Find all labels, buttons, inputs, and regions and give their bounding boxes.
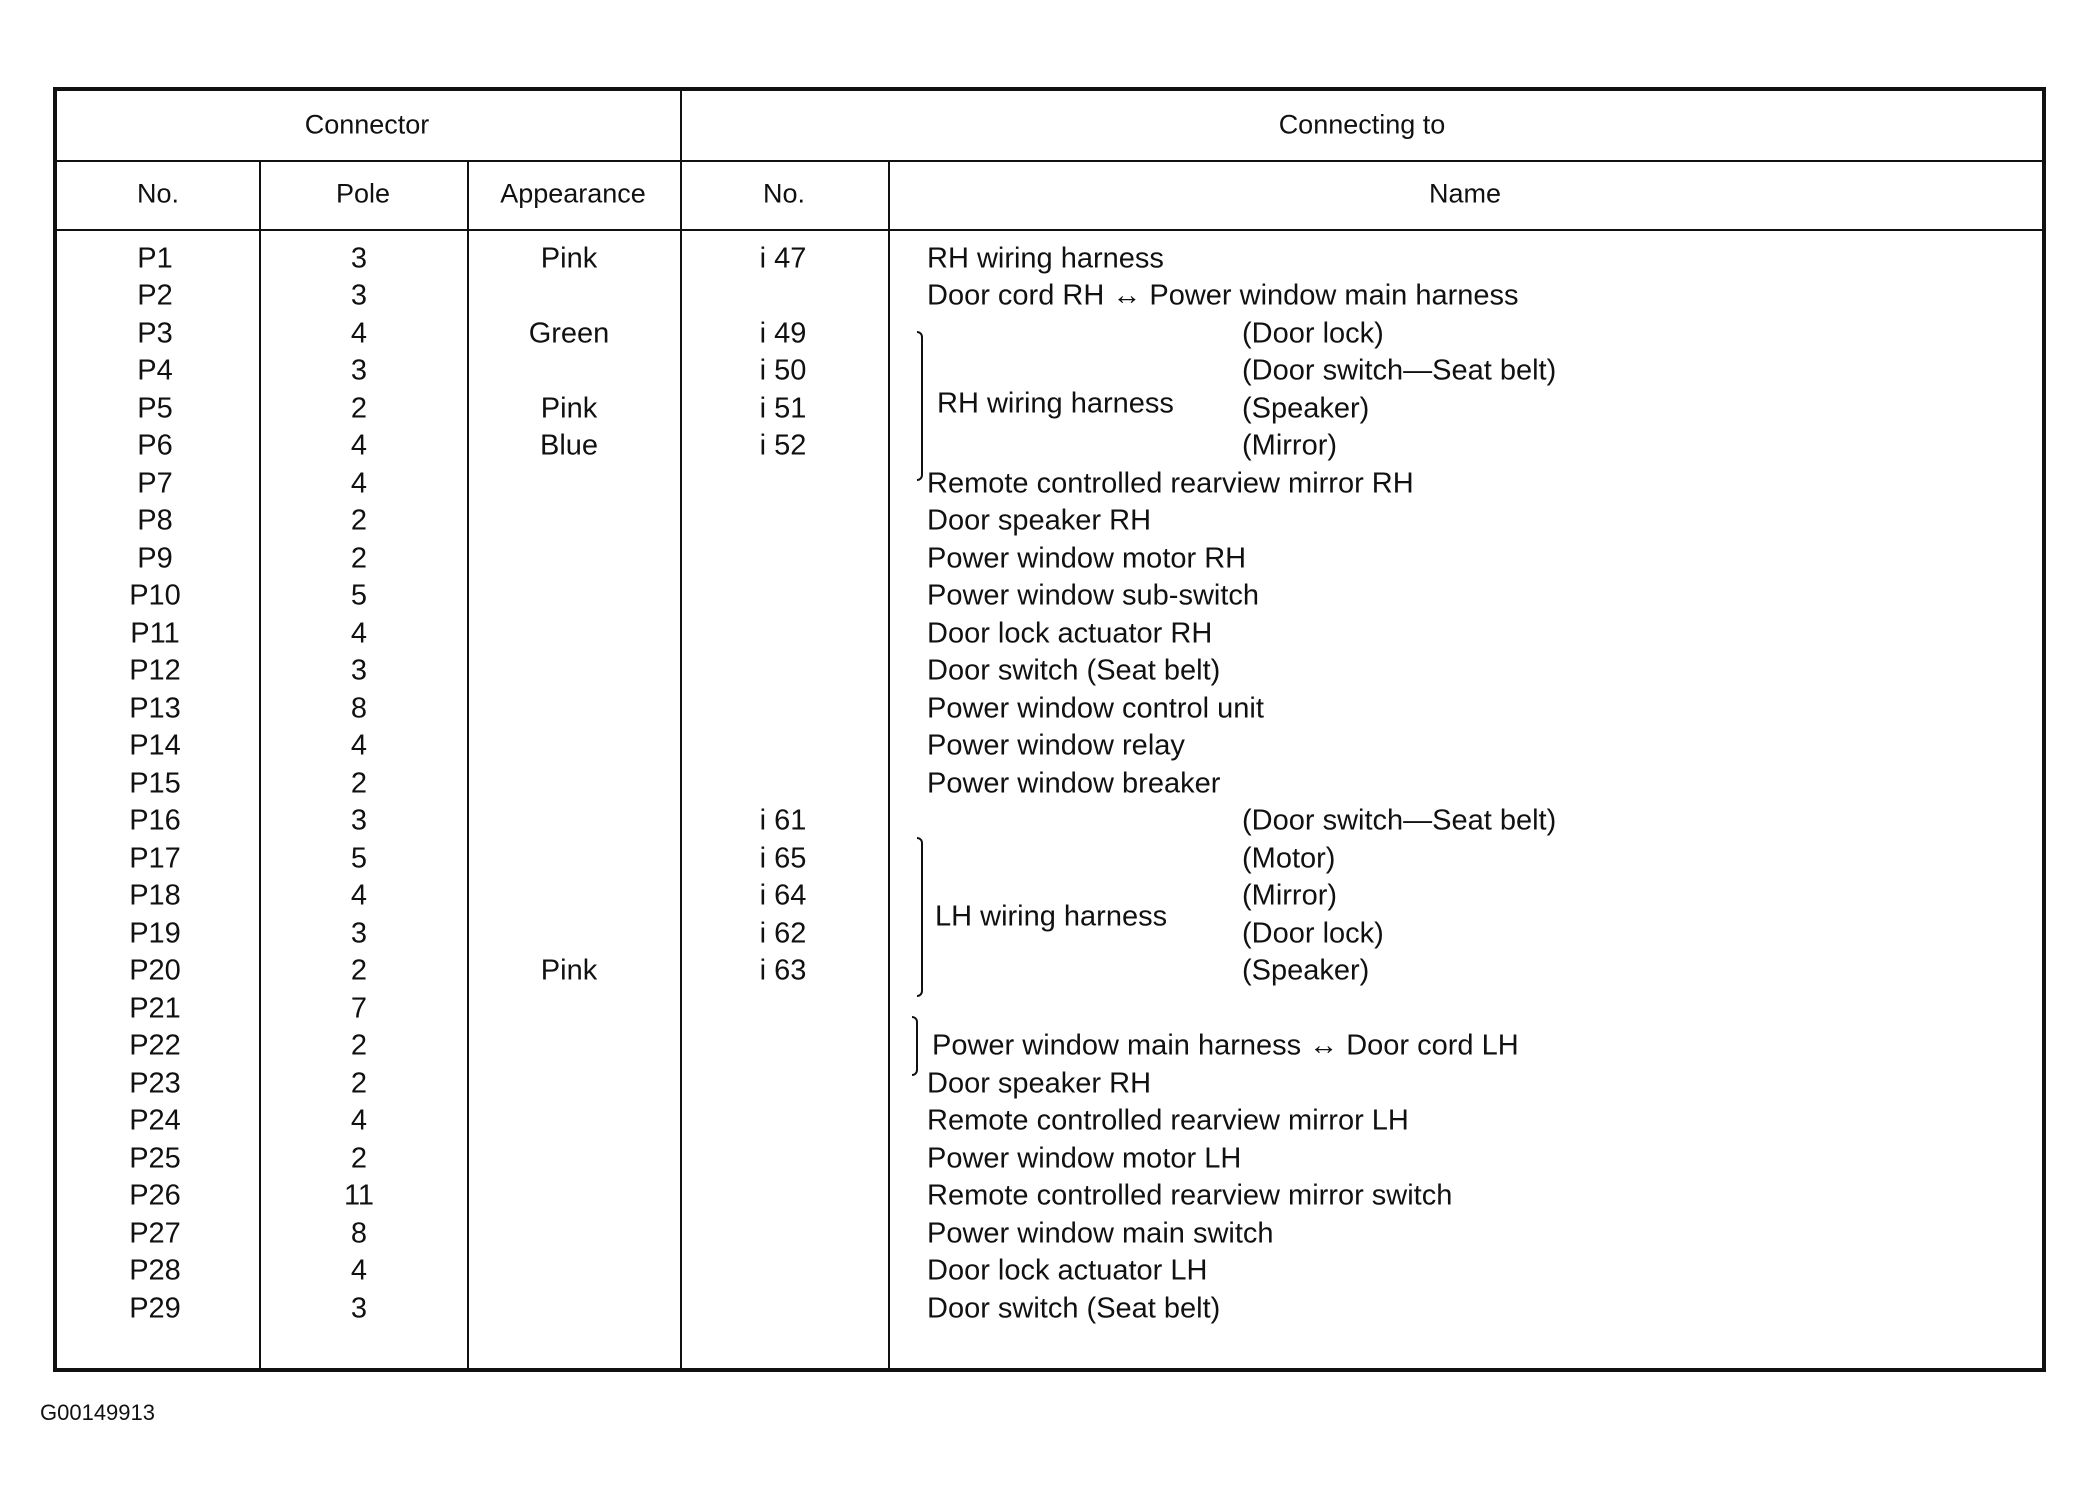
row-connecting-name: Door speaker RH (927, 504, 1152, 537)
row-pole: 4 (350, 617, 368, 650)
row-appearance: Pink (540, 242, 598, 275)
row-connector-no: P27 (129, 1217, 181, 1250)
header-appearance: Appearance (500, 178, 646, 209)
header-conn-no: No. (762, 178, 806, 209)
row-pole: 2 (350, 767, 368, 800)
rh-harness-group-label: RH wiring harness (937, 387, 1174, 420)
row-appearance: Pink (540, 954, 598, 987)
column-line (259, 161, 261, 1372)
row-pole: 3 (350, 917, 368, 950)
row-connector-no: P26 (129, 1179, 181, 1212)
row-pole: 4 (350, 1254, 368, 1287)
rh-group-brace (917, 331, 923, 481)
row-connecting-no: i 62 (759, 917, 807, 950)
row-connecting-name: Door switch (Seat belt) (927, 1292, 1221, 1325)
row-connecting-name: Remote controlled rearview mirror LH (927, 1104, 1409, 1137)
row-connector-no: P24 (129, 1104, 181, 1137)
row-connector-no: P6 (137, 429, 173, 462)
row-connecting-no: i 61 (759, 804, 807, 837)
row-connecting-name: Power window control unit (927, 692, 1264, 725)
row-connector-no: P9 (137, 542, 173, 575)
lh-group-brace (917, 837, 923, 997)
row-connecting-name: (Mirror) (1242, 429, 1338, 462)
header-name: Name (1428, 178, 1502, 209)
row-pole: 4 (350, 879, 368, 912)
row-pole: 4 (350, 1104, 368, 1137)
row-connecting-name: Remote controlled rearview mirror RH (927, 467, 1414, 500)
row-connector-no: P10 (129, 579, 181, 612)
row-pole: 4 (350, 429, 368, 462)
row-connector-no: P12 (129, 654, 181, 687)
row-connector-no: P20 (129, 954, 181, 987)
row-connecting-name: Power window relay (927, 729, 1185, 762)
column-line (467, 161, 469, 1372)
row-pole: 11 (343, 1179, 375, 1212)
connector-table (53, 87, 2046, 1372)
row-connector-no: P13 (129, 692, 181, 725)
row-connecting-name: Remote controlled rearview mirror switch (927, 1179, 1453, 1212)
main-cord-lh-label: Power window main harness ↔ Door cord LH (932, 1029, 1519, 1062)
row-connecting-name: (Mirror) (1242, 879, 1338, 912)
main-cord-group-brace (912, 1016, 918, 1076)
row-connecting-name: Power window sub-switch (927, 579, 1260, 612)
row-connecting-name: (Door switch—Seat belt) (1242, 354, 1557, 387)
row-connecting-name: Door switch (Seat belt) (927, 654, 1221, 687)
row-appearance: Green (528, 317, 610, 350)
row-connecting-name: Door speaker RH (927, 1067, 1152, 1100)
row-connecting-name: Door lock actuator RH (927, 617, 1213, 650)
row-connecting-no: i 52 (759, 429, 807, 462)
header-connecting-to: Connecting to (1278, 109, 1446, 140)
header-divider (57, 160, 2042, 162)
row-connecting-name: Power window motor LH (927, 1142, 1242, 1175)
row-connecting-no: i 64 (759, 879, 807, 912)
row-pole: 4 (350, 317, 368, 350)
subheader-divider (57, 229, 2042, 231)
row-connecting-name: (Door lock) (1242, 917, 1384, 950)
row-connecting-name: (Motor) (1242, 842, 1336, 875)
row-connector-no: P23 (129, 1067, 181, 1100)
row-connecting-name: (Speaker) (1242, 392, 1370, 425)
row-connecting-no: i 65 (759, 842, 807, 875)
row-connector-no: P3 (137, 317, 173, 350)
row-pole: 2 (350, 954, 368, 987)
row-pole: 3 (350, 354, 368, 387)
row-pole: 2 (350, 504, 368, 537)
row-connecting-name: Power window main switch (927, 1217, 1274, 1250)
row-connector-no: P5 (137, 392, 173, 425)
row-pole: 3 (350, 1292, 368, 1325)
row-connector-no: P8 (137, 504, 173, 537)
row-connector-no: P19 (129, 917, 181, 950)
row-connector-no: P4 (137, 354, 173, 387)
row-connecting-name: RH wiring harness (927, 242, 1164, 275)
row-connecting-no: i 50 (759, 354, 807, 387)
row-pole: 4 (350, 729, 368, 762)
row-appearance: Blue (539, 429, 599, 462)
header-pole: Pole (335, 178, 391, 209)
row-connecting-no: i 51 (759, 392, 807, 425)
row-connector-no: P14 (129, 729, 181, 762)
row-pole: 7 (350, 992, 368, 1025)
row-connecting-name: Door cord RH ↔ Power window main harness (927, 279, 1519, 312)
row-connector-no: P22 (129, 1029, 181, 1062)
row-pole: 2 (350, 392, 368, 425)
row-pole: 8 (350, 692, 368, 725)
row-pole: 2 (350, 1142, 368, 1175)
row-connecting-name: Power window breaker (927, 767, 1221, 800)
row-pole: 5 (350, 579, 368, 612)
row-connector-no: P17 (129, 842, 181, 875)
row-connector-no: P11 (130, 617, 180, 650)
row-pole: 3 (350, 804, 368, 837)
row-connecting-name: (Speaker) (1242, 954, 1370, 987)
row-pole: 4 (350, 467, 368, 500)
row-connecting-name: (Door lock) (1242, 317, 1384, 350)
header-connector: Connector (304, 109, 430, 140)
lh-harness-group-label: LH wiring harness (935, 900, 1168, 933)
row-connecting-name: (Door switch—Seat belt) (1242, 804, 1557, 837)
row-pole: 2 (350, 542, 368, 575)
row-connecting-name: Door lock actuator LH (927, 1254, 1208, 1287)
row-connector-no: P7 (137, 467, 173, 500)
row-pole: 3 (350, 242, 368, 275)
row-pole: 2 (350, 1067, 368, 1100)
row-pole: 3 (350, 654, 368, 687)
row-connector-no: P21 (129, 992, 181, 1025)
document-code: G00149913 (40, 1400, 155, 1425)
row-connecting-no: i 49 (759, 317, 807, 350)
row-connector-no: P16 (129, 804, 181, 837)
row-connecting-no: i 47 (759, 242, 807, 275)
row-pole: 8 (350, 1217, 368, 1250)
row-pole: 5 (350, 842, 368, 875)
row-pole: 3 (350, 279, 368, 312)
row-connecting-name: Power window motor RH (927, 542, 1247, 575)
row-connector-no: P29 (129, 1292, 181, 1325)
row-connector-no: P28 (129, 1254, 181, 1287)
row-connector-no: P1 (137, 242, 173, 275)
row-connector-no: P25 (129, 1142, 181, 1175)
row-pole: 2 (350, 1029, 368, 1062)
row-connecting-no: i 63 (759, 954, 807, 987)
row-connector-no: P18 (129, 879, 181, 912)
header-no: No. (136, 178, 180, 209)
row-connector-no: P2 (137, 279, 173, 312)
column-line (680, 91, 682, 1372)
row-connector-no: P15 (129, 767, 181, 800)
column-line (888, 161, 890, 1372)
row-appearance: Pink (540, 392, 598, 425)
